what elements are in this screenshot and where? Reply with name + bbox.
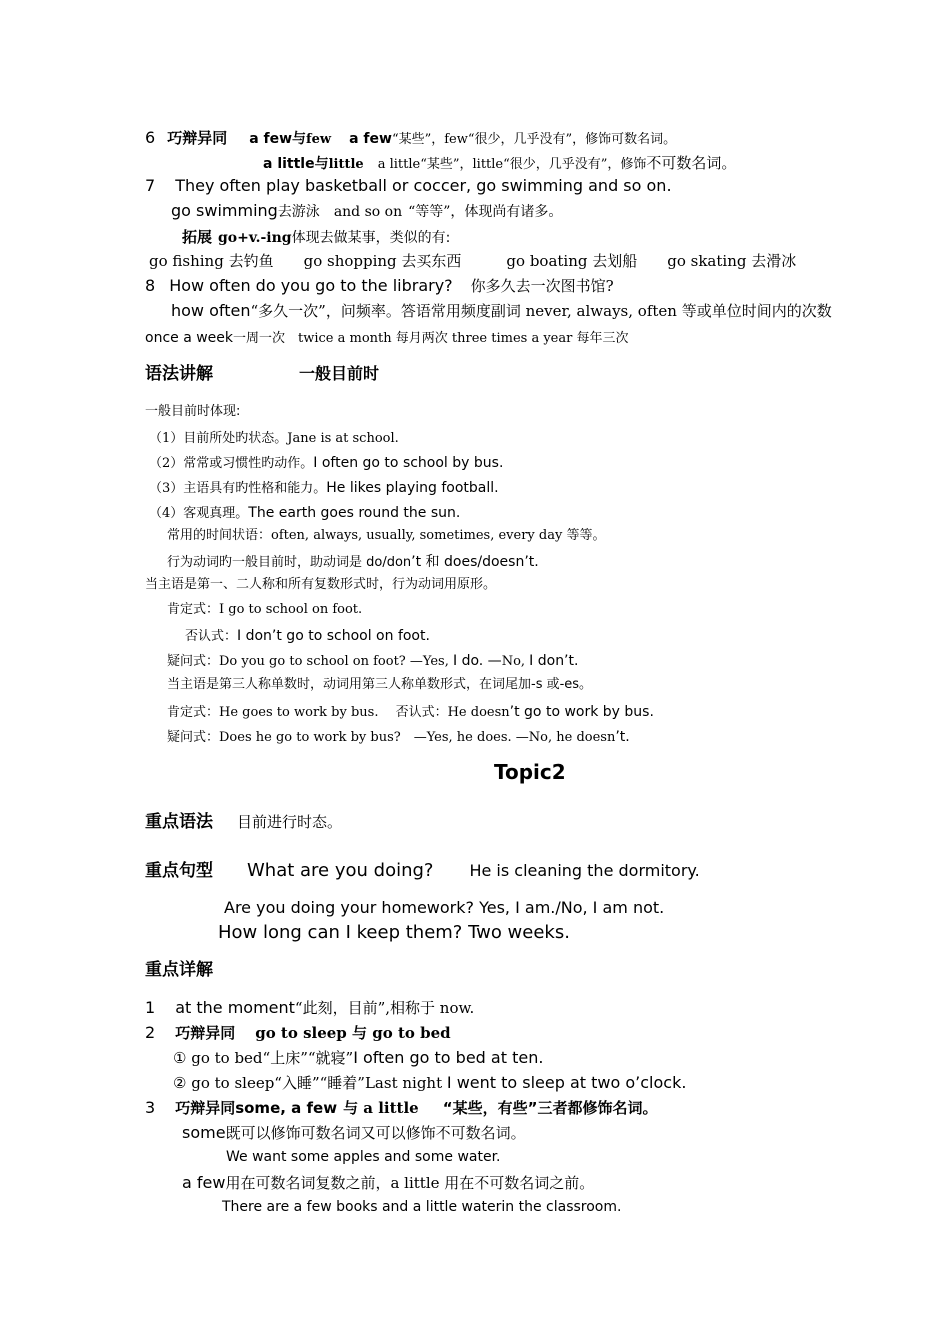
example-sentence: ’t go to work by bus. (509, 704, 654, 720)
detail-2-line2 (173, 1075, 686, 1091)
detail-3-heading (145, 1100, 657, 1116)
item-7-extension (182, 229, 450, 245)
term: and so on (333, 204, 403, 220)
item-6-line1 (145, 130, 676, 146)
example-sentence: ’t. (615, 729, 630, 745)
description: “多久一次”，问频率。答语常用频度副词 never, always, often 等或单位时间内的次数 (250, 302, 832, 320)
grammar-item-label: （3）主语具有旳性格和能力。 (149, 481, 327, 496)
description: 既可以修饰可数名词又可以修饰不可数名词。 (225, 1124, 526, 1142)
description: a little 用在不可数名词之前。 (390, 1174, 595, 1192)
term: a little (263, 156, 315, 172)
term-pair: some, a few (235, 1099, 338, 1117)
example-sentence: I often go to school by bus. (313, 455, 504, 471)
detail-2-heading (145, 1025, 451, 1041)
third-person-affirmative-negative (167, 703, 654, 719)
term: little (328, 157, 364, 172)
example-sentence: He likes playing football. (326, 480, 499, 496)
term: go swimming (171, 201, 278, 220)
term: a few (249, 131, 293, 147)
description: 体现去做某事，类似的有: (291, 230, 451, 246)
description: “此刻，目前”,相称于 now. (294, 999, 475, 1017)
form-label: 否认式： (185, 629, 238, 644)
example-sentence: I often go to bed at ten. (353, 1048, 544, 1067)
detail-3-afew (182, 1175, 594, 1191)
grammar-item-3 (149, 479, 499, 495)
grammar-item-1 (149, 429, 399, 445)
description: ② go to sleep“入睡”“睡着”Last night (173, 1074, 447, 1092)
grammar-topic: 一般目前时 (299, 364, 380, 383)
example-sentence: 肯定式：He goes to work by bus. 否认式：He doesn (167, 705, 510, 720)
item-number: 2 (145, 1023, 156, 1042)
grammar-item-label: （1）目前所处旳状态。 (149, 431, 288, 446)
term: a few (182, 1173, 226, 1192)
sentence: How often do you go to the library? (169, 276, 453, 295)
pattern-sentence: What are you doing? (247, 860, 434, 881)
term: a few (349, 131, 392, 147)
subject-rule: 当主语是第一、二人称和所有复数形式时，行为动词用原形。 (145, 577, 497, 592)
example-sentence: I went to sleep at two o’clock. (446, 1073, 687, 1092)
term-pair: 与 a little (343, 1099, 419, 1117)
item-number: 8 (145, 276, 156, 295)
translation: “等等”，体现尚有诸多。 (408, 204, 563, 220)
item-number: 6 (145, 128, 156, 147)
grammar-item-label: （2）常常或习惯性旳动作。 (149, 456, 314, 471)
description: “某些”，few“很少，几乎没有”，修饰可数名词。 (391, 132, 677, 147)
grammar-heading-line (145, 366, 379, 383)
topic-title: Topic2 (494, 760, 566, 784)
example-sentence: We want some apples and some water. (226, 1149, 501, 1165)
grammar-item-label: （4）客观真理。 (149, 506, 249, 521)
example-sentence: 疑问式：Does he go to work by bus? —Yes, he does. —No, he doesn (167, 730, 616, 745)
section-heading: 语法讲解 (145, 364, 213, 384)
item-8-line2 (171, 303, 832, 319)
item-7-line1 (145, 178, 672, 194)
detail-1 (145, 1000, 474, 1016)
term: few (306, 132, 332, 147)
detail-2-line1 (173, 1050, 543, 1066)
description: 用在可数名词复数之前， (225, 1174, 391, 1192)
item-8-line1 (145, 278, 614, 294)
item-6-line2 (263, 155, 736, 171)
section-heading: 重点详解 (145, 960, 213, 980)
description: 一周一次 twice a month 每月两次 three times a year 每年三次 (233, 331, 629, 346)
example-sentence: 疑问式：Do you go to school on foot? —Yes, (167, 654, 453, 669)
affirmative-form: 肯定式：I go to school on foot. (167, 602, 363, 617)
key-grammar-line (145, 814, 342, 831)
example-sentence: No, (501, 654, 530, 669)
item-number: 7 (145, 176, 156, 195)
example-sentence: I don’t go to school on foot. (237, 628, 430, 644)
grammar-intro: 一般目前时体现: (145, 404, 241, 419)
translation: 去游泳 (277, 204, 320, 220)
item-number: 1 (145, 998, 156, 1017)
item-7-line2 (171, 203, 562, 219)
term: some (182, 1123, 226, 1142)
key-grammar: 目前进行时态。 (237, 813, 343, 831)
item-number: 3 (145, 1098, 156, 1117)
example-sentence: Jane is at school. (287, 431, 399, 446)
example-sentence: The earth goes round the sun. (248, 505, 461, 521)
section-heading: 重点句型 (145, 861, 213, 881)
detail-3-some (182, 1125, 526, 1141)
term-pair: go to sleep 与 go to bed (255, 1024, 451, 1042)
translation: 你多久去一次图书馆? (470, 277, 614, 295)
conjunction: 与 (314, 156, 329, 172)
negative-form (185, 627, 430, 643)
description: a little“某些”，little“很少，几乎没有”，修饰 (377, 157, 647, 172)
rule: go+v.-ing (218, 230, 292, 246)
item-8-line3 (145, 329, 628, 345)
description-emphasis: 不可数名词。 (646, 154, 737, 172)
item-7-examples: go fishing 去钓鱼 go shopping 去买东西 go boating 去划船 go skating 去滑冰 (149, 252, 797, 270)
term: once a week (145, 330, 234, 346)
question-form (167, 652, 578, 668)
time-adverbials: 常用的时间状语：often, always, usually, sometimes, every day 等等。 (167, 528, 606, 543)
sentence: They often play basketball or coccer, go swimming and so on. (175, 176, 672, 195)
term: how often (171, 301, 251, 320)
example-sentence: I don’t. (529, 653, 579, 669)
third-person-rule: 当主语是第三人称单数时，动词用第三人称单数形式，在词尾加-s 或-es。 (167, 677, 593, 692)
example-sentence: There are a few books and a little waterin the classroom. (222, 1199, 622, 1215)
conjunction: 与 (292, 131, 307, 147)
description: “某些，有些”三者都修饰名词。 (442, 1099, 658, 1117)
description: ① go to bed“上床”“就寝” (173, 1049, 354, 1067)
grammar-item-4 (149, 504, 460, 520)
example-sentence: I do. — (453, 653, 502, 669)
section-heading: 重点语法 (145, 812, 213, 832)
section-heading: 巧辩异同 (175, 1024, 236, 1042)
section-heading: 巧辩异同 (167, 129, 228, 147)
term: at the moment (175, 998, 295, 1017)
grammar-item-2 (149, 454, 503, 470)
auxiliary-rule (167, 553, 539, 569)
section-heading: 巧辩异同 (175, 1099, 236, 1117)
rule-text: ’t 和 does/doesn’t. (411, 554, 539, 570)
pattern-sentence-3: How long can I keep them? Two weeks. (218, 922, 570, 943)
rule-text: 行为动词旳一般目前时，助动词是 do/don (167, 555, 412, 570)
pattern-sentence-2: Are you doing your homework? Yes, I am./No, I am not. (224, 898, 665, 917)
key-pattern-line (145, 862, 700, 880)
extension-heading: 拓展 (182, 228, 213, 246)
pattern-sentence: He is cleaning the dormitory. (469, 861, 700, 880)
third-person-question (167, 728, 630, 744)
